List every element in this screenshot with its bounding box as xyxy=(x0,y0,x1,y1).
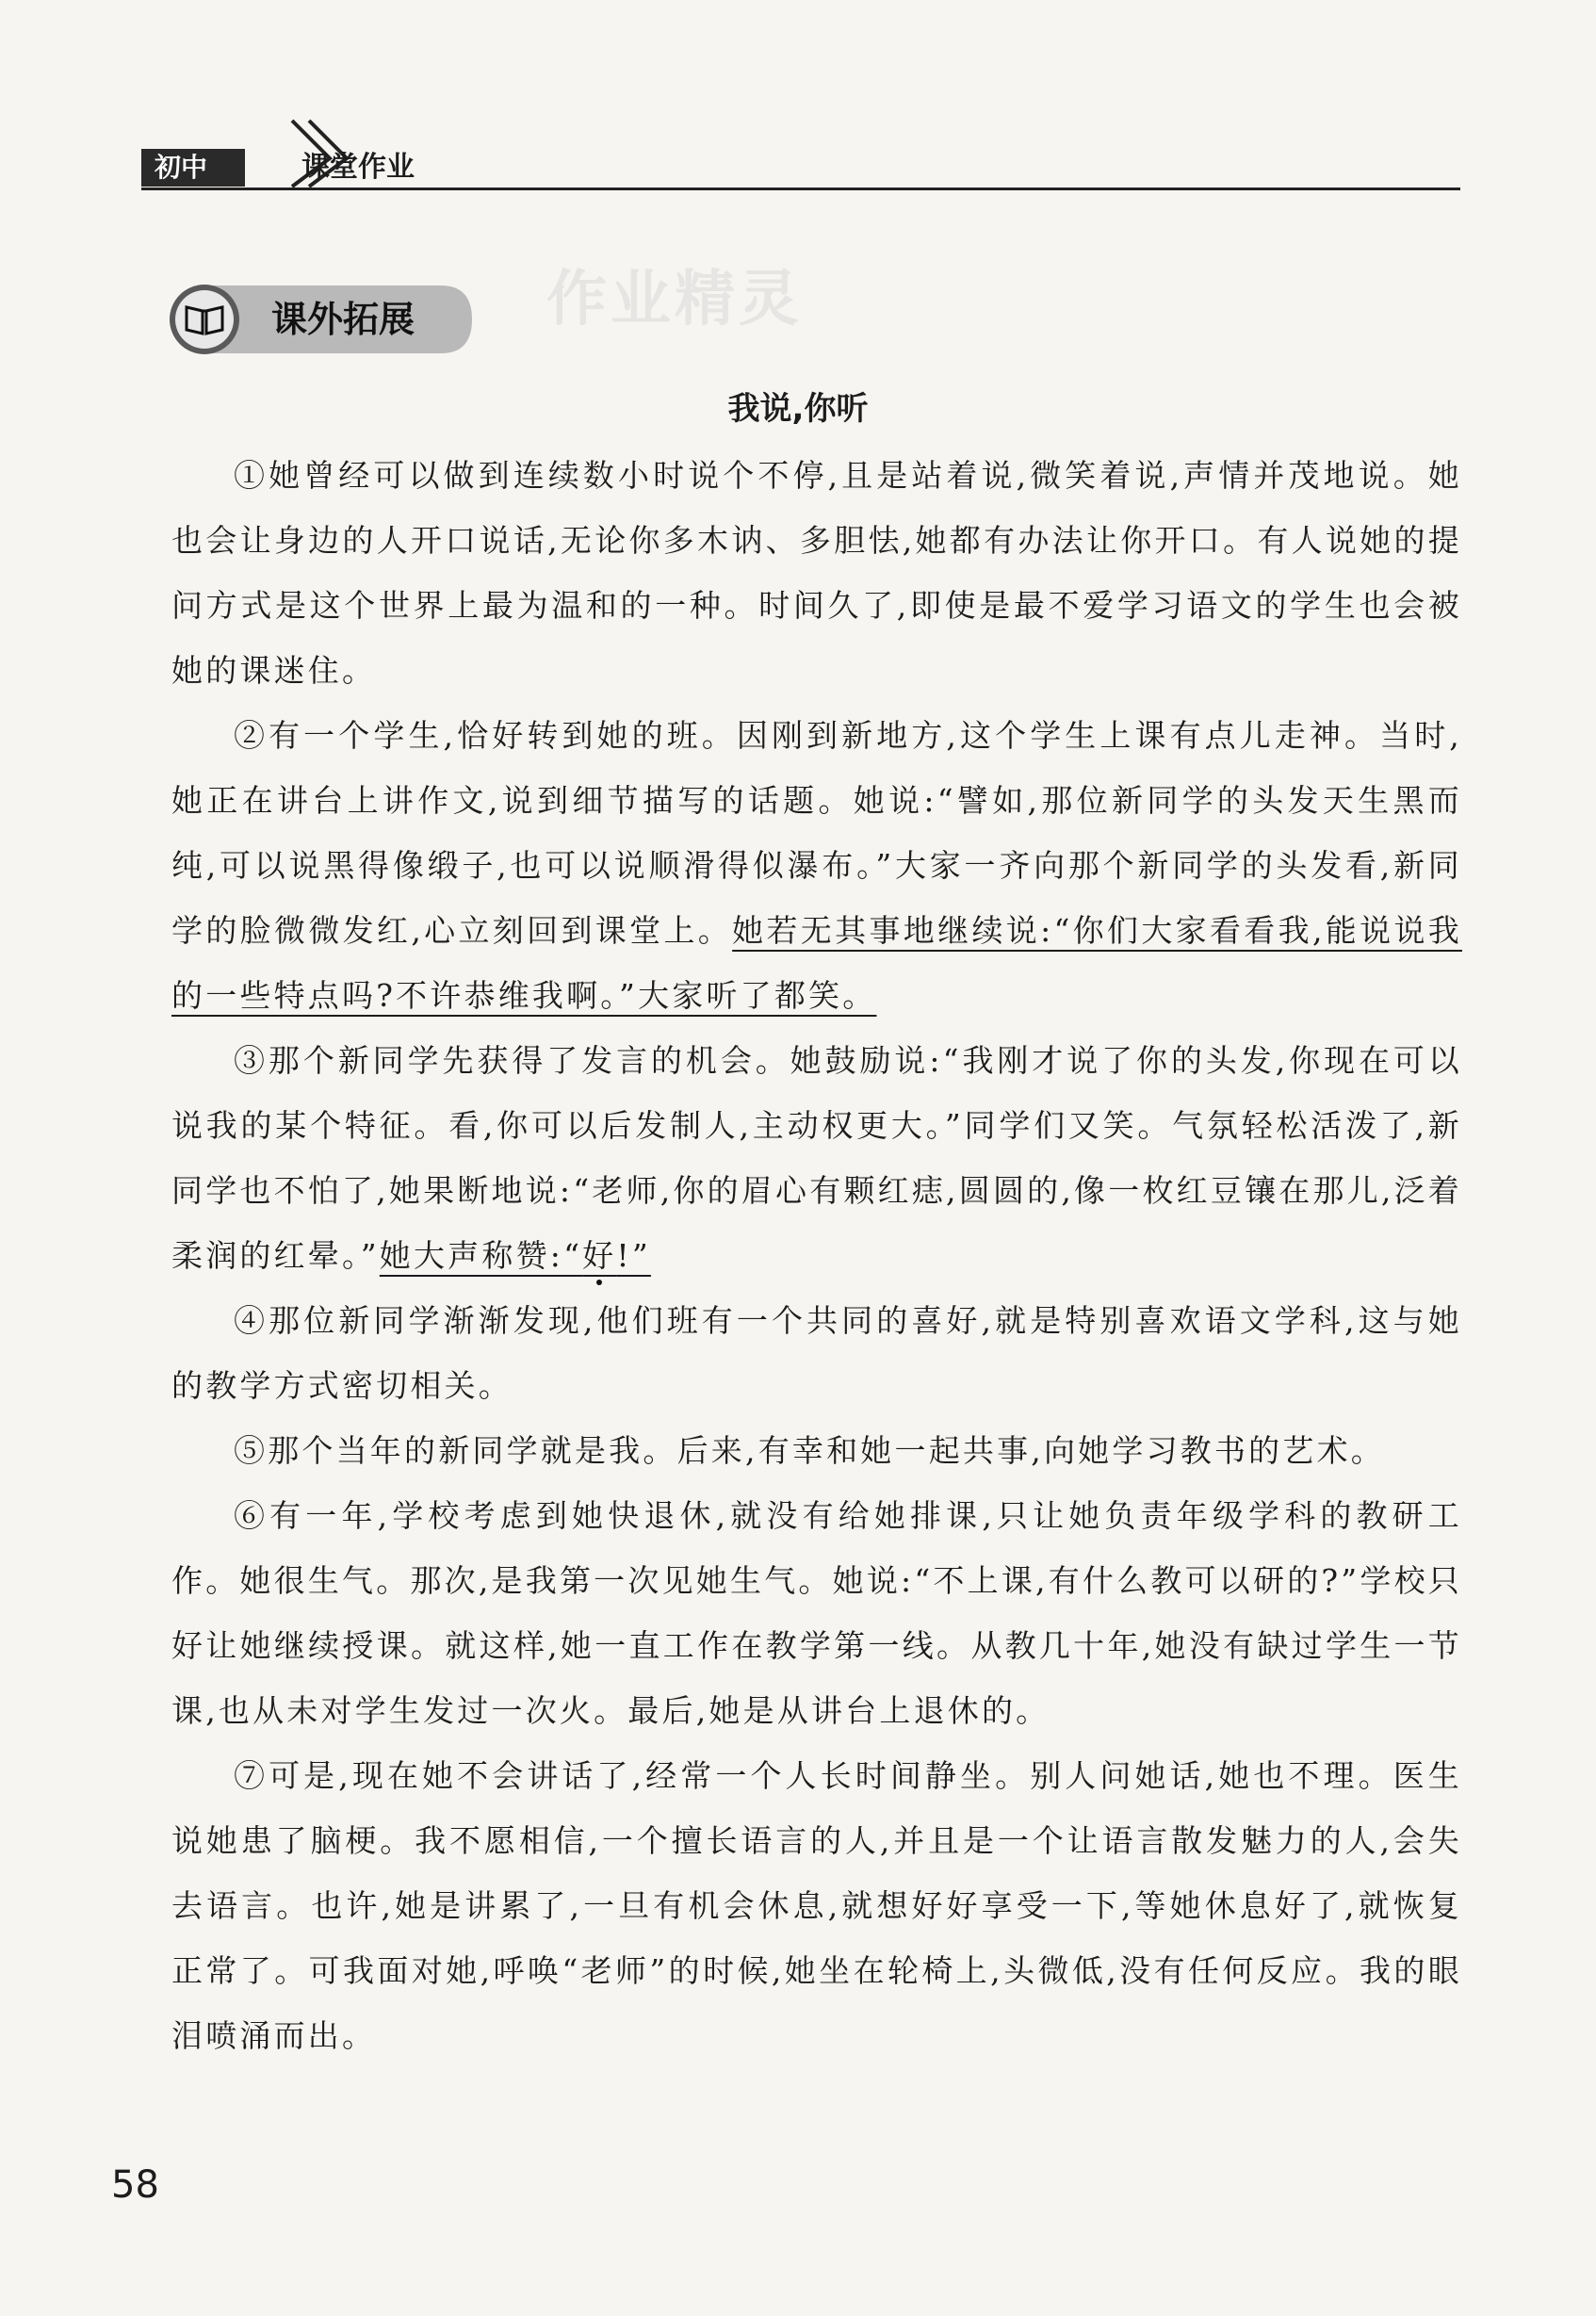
emphasized-word: 好 xyxy=(582,1237,617,1274)
paragraph-3 xyxy=(171,1028,1462,1288)
article-title: 我说,你听 xyxy=(727,390,869,428)
header-title: 课堂作业 xyxy=(301,151,415,184)
header-divider xyxy=(141,188,1460,190)
paragraph-1: ①她曾经可以做到连续数小时说个不停,且是站着说,微笑着说,声情并茂地说。她也会让身边的人开口说话,无论你多木讷、多胆怯,她都有办法让你开口。有人说她的提问方式是这个世界上最为温和的一种。时间久了,即使是最不爱学习语文的学生也会被她的课迷住。 xyxy=(171,457,1462,689)
paragraph-3-text: ③那个新同学先获得了发言的机会。她鼓励说:“我刚才说了你的头发,你现在可以说我的某个特征。看,你可以后发制人,主动权更大。”同学们又笑。气氛轻松活泼了,新同学也不怕了,她果断地说:“老师,你的眉心有颗红痣,圆圆的,像一枚红豆镶在那儿,泛着柔润的红晕。” xyxy=(171,1042,1462,1274)
page-number: 58 xyxy=(111,2163,159,2207)
underlined-praise xyxy=(380,1237,651,1274)
praise-end: !” xyxy=(616,1237,651,1274)
paragraph-7: ⑦可是,现在她不会讲话了,经常一个人长时间静坐。别人问她话,她也不理。医生说她患了脑梗。我不愿相信,一个擅长语言的人,并且是一个让语言散发魅力的人,会失去语言。也许,她是讲累了,一旦有机会休息,就想好好享受一下,等她休息好了,就恢复正常了。可我面对她,呼唤“老师”的时候,她坐在轮椅上,头微低,没有任何反应。我的眼泪喷涌而出。 xyxy=(171,1757,1462,2054)
paragraph-5: ⑤那个当年的新同学就是我。后来,有幸和她一起共事,向她学习教书的艺术。 xyxy=(234,1432,1385,1469)
paragraph-2 xyxy=(171,703,1462,1028)
paragraph-4: ④那位新同学渐渐发现,他们班有一个共同的喜好,就是特别喜欢语文学科,这与她的教学方式密切相关。 xyxy=(171,1302,1462,1404)
section-badge xyxy=(168,283,475,356)
underlined-sentence: 她若无其事地继续说:“你们大家看看我,能说说我的一些特点吗?不许恭维我啊。”大家听了都笑。 xyxy=(171,912,1462,1014)
level-tab: 初中 xyxy=(141,149,245,187)
paragraph-6: ⑥有一年,学校考虑到她快退休,就没有给她排课,只让她负责年级学科的教研工作。她很生气。那次,是我第一次见她生气。她说:“不上课,有什么教可以研的?”学校只好让她继续授课。就这样,她一直工作在教学第一线。从教几十年,她没有缺过学生一节课,也从未对学生发过一次火。最后,她是从讲台上退休的。 xyxy=(171,1497,1462,1729)
praise-lead: 她大声称赞:“ xyxy=(379,1237,583,1274)
article-body xyxy=(171,443,1462,2068)
watermark: 作业精灵 xyxy=(546,265,803,334)
paragraph-2-text: ②有一个学生,恰好转到她的班。因刚到新地方,这个学生上课有点儿走神。当时,她正在讲台上讲作文,说到细节描写的话题。她说:“譬如,那位新同学的头发天生黑而纯,可以说黑得像缎子,也可以说顺滑得似瀑布。”大家一齐向那个新同学的头发看,新同学的脸微微发红,心立刻回到课堂上。 xyxy=(171,717,1462,949)
page-header xyxy=(141,111,1460,190)
section-label: 课外拓展 xyxy=(271,299,415,340)
